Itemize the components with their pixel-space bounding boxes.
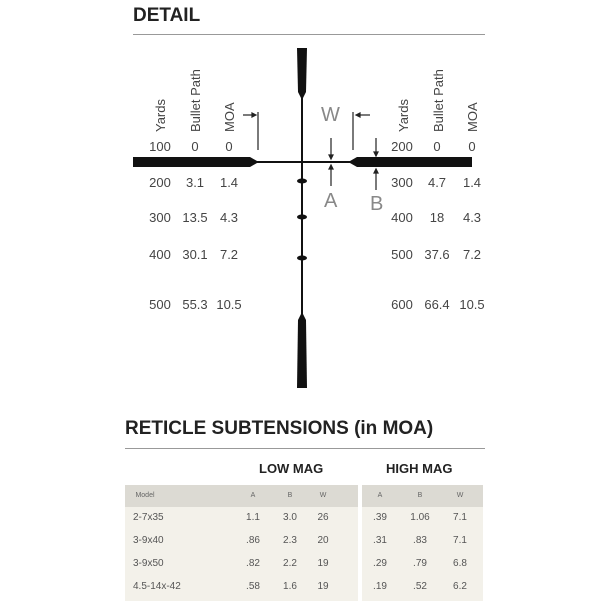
- left-table-cell: 500: [149, 297, 171, 312]
- detail-title: DETAIL: [133, 5, 201, 26]
- high-mag-value: 6.8: [453, 558, 467, 569]
- label-w: W: [321, 104, 340, 126]
- high-mag-value: .29: [373, 558, 387, 569]
- right-header-yards: Yards: [396, 99, 411, 132]
- high-mag-value: 7.1: [453, 512, 467, 523]
- right-table-cell: 200: [391, 139, 413, 154]
- model-name: 2-7x35: [133, 512, 164, 523]
- label-b: B: [370, 193, 384, 215]
- label-a: A: [324, 190, 338, 212]
- right-table-cell: 4.3: [462, 210, 482, 225]
- high-mag-heading: HIGH MAG: [386, 461, 453, 476]
- low-header: W: [319, 492, 327, 499]
- left-table-cell: 10.5: [216, 297, 242, 312]
- right-table-cell: 10.5: [459, 297, 485, 312]
- low-header: B: [287, 492, 293, 499]
- high-mag-value: .39: [373, 512, 387, 523]
- high-mag-value: .19: [373, 581, 387, 592]
- right-table-cell: 4.7: [427, 175, 447, 190]
- left-table-cell: 300: [149, 210, 171, 225]
- high-mag-value: .83: [413, 535, 427, 546]
- left-table-cell: 13.5: [182, 210, 208, 225]
- right-table-cell: 0: [433, 139, 441, 154]
- high-header: B: [417, 492, 423, 499]
- low-mag-value: 26: [317, 512, 329, 523]
- left-header-bullet-path: Bullet Path: [188, 69, 203, 132]
- left-header-yards: Yards: [153, 99, 168, 132]
- model-name: 4.5-14x-42: [133, 581, 181, 592]
- dot-200: [297, 179, 307, 184]
- model-name: 3-9x40: [133, 535, 164, 546]
- header-model: Model: [135, 492, 155, 499]
- left-table-cell: 200: [149, 175, 171, 190]
- dot-300: [297, 215, 307, 220]
- high-header: W: [456, 492, 464, 499]
- low-mag-value: 19: [317, 581, 329, 592]
- dot-400: [297, 256, 307, 261]
- left-table-cell: 3.1: [185, 175, 205, 190]
- right-table-cell: 500: [391, 247, 413, 262]
- right-table-cell: 37.6: [424, 247, 450, 262]
- right-header-moa: MOA: [465, 102, 480, 132]
- subtensions-divider: [125, 448, 485, 449]
- low-mag-value: 1.6: [283, 581, 297, 592]
- bottom-post: [297, 312, 307, 388]
- right-table-cell: 300: [391, 175, 413, 190]
- high-mag-value: 7.1: [453, 535, 467, 546]
- low-header: A: [250, 492, 256, 499]
- high-mag-value: 1.06: [410, 512, 430, 523]
- right-table-cell: 600: [391, 297, 413, 312]
- left-table-cell: 0: [225, 139, 233, 154]
- right-table-cell: 7.2: [462, 247, 482, 262]
- low-mag-heading: LOW MAG: [259, 461, 324, 476]
- left-table-cell: 4.3: [219, 210, 239, 225]
- low-mag-value: .86: [246, 535, 260, 546]
- low-mag-value: 2.3: [283, 535, 297, 546]
- low-mag-value: 1.1: [246, 512, 260, 523]
- low-mag-value: 2.2: [283, 558, 297, 569]
- left-header-moa: MOA: [222, 102, 237, 132]
- right-table-cell: 18: [429, 210, 445, 225]
- high-mag-value: 6.2: [453, 581, 467, 592]
- horizontal-crosshair: [255, 161, 352, 163]
- right-table-cell: 400: [391, 210, 413, 225]
- high-mag-value: .79: [413, 558, 427, 569]
- left-table-cell: 400: [149, 247, 171, 262]
- left-post: [133, 157, 257, 167]
- subtensions-title: RETICLE SUBTENSIONS (in MOA): [125, 418, 434, 439]
- high-mag-value: .52: [413, 581, 427, 592]
- low-mag-value: .82: [246, 558, 260, 569]
- vertical-crosshair: [301, 92, 303, 317]
- right-table-cell: 0: [468, 139, 476, 154]
- low-mag-value: .58: [246, 581, 260, 592]
- right-table-cell: 66.4: [424, 297, 450, 312]
- left-table-cell: 55.3: [182, 297, 208, 312]
- low-mag-value: 20: [317, 535, 329, 546]
- model-name: 3-9x50: [133, 558, 164, 569]
- left-table-cell: 30.1: [182, 247, 208, 262]
- right-post: [350, 157, 472, 167]
- low-mag-value: 19: [317, 558, 329, 569]
- left-table-cell: 1.4: [219, 175, 239, 190]
- right-header-bullet-path: Bullet Path: [431, 69, 446, 132]
- left-table-cell: 7.2: [219, 247, 239, 262]
- left-table-cell: 100: [149, 139, 171, 154]
- left-table-cell: 0: [191, 139, 199, 154]
- high-mag-value: .31: [373, 535, 387, 546]
- low-mag-value: 3.0: [283, 512, 297, 523]
- high-header: A: [377, 492, 383, 499]
- right-table-cell: 1.4: [462, 175, 482, 190]
